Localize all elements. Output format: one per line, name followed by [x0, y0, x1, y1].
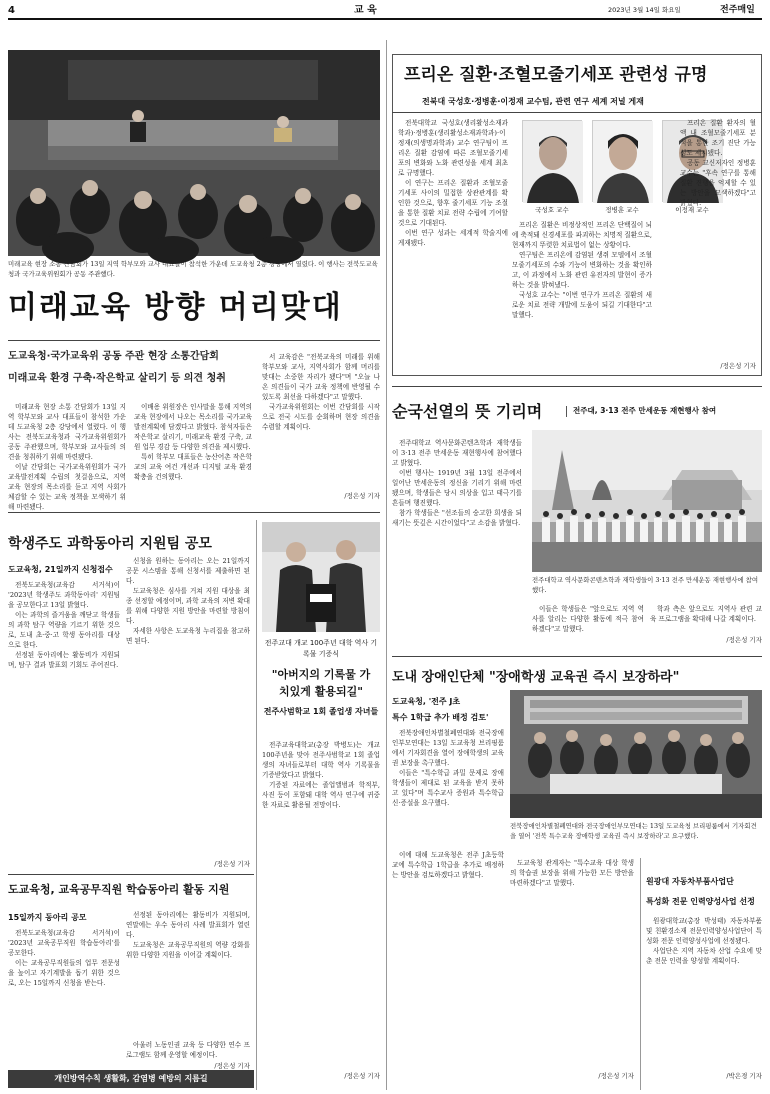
article4-byline: /정은성 기자 [214, 860, 250, 868]
article3-column-1 [392, 438, 522, 602]
article1-paragraph: 국가교육위원회는 이번 간담회를 시작으로 전국 시도를 순회하며 현장 의견을 수렴할 계획이다. [262, 403, 380, 431]
article2-column-3 [680, 118, 756, 358]
article7-byline: /정은성 기자 [214, 1062, 250, 1070]
article4-paragraph: 선정된 동아리에는 활동비가 지원되며, 탐구 결과 발표회 기회도 주어진다. [8, 651, 120, 669]
article6-paragraph: 도교육청 관계자는 "특수교육 대상 학생의 학습권 보장을 위해 가능한 모든 방안을 마련하겠다"고 말했다. [510, 859, 634, 887]
article1-paragraph: 이배용 위원장은 인사말을 통해 지역의 교육 현장에서 나오는 목소리를 국가교육발전계획에 담겠다고 밝혔다. 참석자들은 작은학교 살리기, 미래교육 환경 구축, 교원 업무 경감 등 다양한 의견을 제시했다. [134, 403, 252, 451]
article6-subhead-2: 특수 1학급 추가 배정 검토' [392, 713, 489, 722]
article8-column [646, 916, 762, 1066]
article2-headline: 프리온 질환·조혈모줄기세포 관련성 규명 [404, 65, 708, 85]
article4-paragraph: 이는 과학의 즐거움을 깨닫고 학생들의 과학 탐구 역량을 기르기 위한 것으로, 도내 초·중·고 학생 동아리를 대상으로 한다. [8, 611, 120, 649]
article3-top-rule [392, 386, 762, 387]
article3-headline: 순국선열의 뜻 기리며 [392, 402, 543, 421]
article4-column-1 [8, 580, 120, 860]
article2-paragraph: 연구팀은 프리온에 감염된 생쥐 모델에서 조혈모줄기세포의 수와 기능이 변화하는 것을 확인하고, 이 과정에서 노화 관련 유전자의 발현이 증가하는 것을 밝혀냈다. [512, 251, 652, 289]
press-conference-caption: 전북장애인차별철폐연대와 전국장애인부모연대는 13일 도교육청 브리핑룸에서 기자회견을 열어 '전북 특수교육 장애학생 교육권 즉시 보장하라'고 요구했다. [510, 822, 757, 840]
article4-paragraph: 전북도교육청(교육감 서거석)이 '2023년 학생주도 과학동아리' 지원팀을 공모한다고 13일 밝혔다. [8, 581, 120, 609]
article3-column-2 [532, 604, 644, 644]
header-rule [8, 18, 762, 20]
press-conference-photo [510, 690, 762, 818]
independence-event-photo [532, 430, 762, 572]
article1-column-1 [8, 402, 126, 511]
section-title: 교 육 [354, 5, 377, 16]
article7-top-rule [8, 874, 254, 875]
article6-paragraph: 전북장애인차별철폐연대와 전국장애인부모연대는 13일 도교육청 브리핑룸에서 기자회견을 열어 장애학생의 교육권 보장을 촉구했다. [392, 729, 504, 767]
article1-paragraph: 미래교육 현장 소통 간담회가 13일 지역 학부모와 교사 대표들이 참석한 가운데 도교육청 2층 강당에서 열렸다. 이 행사는 전북도교육청과 국가교육위원회가 공동 주관했으며, 학부모와 교사들의 의견을 청취하기 위해 마련됐다. [8, 403, 126, 461]
article2-subhead: 전북대 국성호·정병훈·이정재 교수팀, 관련 연구 세계 저널 게재 [422, 97, 644, 106]
page-header [8, 4, 762, 18]
article6-subhead-1: 도교육청, '전주 J초 [392, 697, 461, 706]
donation-subhead: 전주사범학교 1회 졸업생 자녀들 [263, 707, 379, 716]
article2-paragraph: 전북대학교 국성호(생리활성소재과학과)·정병훈(생리활성소재과학과)·이정재(의생명과학과) 교수 연구팀이 프리온 질환 감염에 따른 조혈모줄기세포의 변화와 노화 관련성을 세계 최초로 규명했다. [398, 119, 508, 177]
profile-photo-2 [592, 120, 652, 202]
article6-paragraph: 이에 대해 도교육청은 전주 J초등학교에 특수학급 1학급을 추가로 배정하는 방안을 검토하겠다고 밝혔다. [392, 851, 504, 879]
article1-paragraph: 서 교육감은 "전북교육의 미래를 위해 학부모와 교사, 지역사회가 함께 머리를 맞대는 소중한 자리가 됐다"며 "오늘 나온 의견들이 국가 교육 정책에 반영될 수 있도록 최선을 다하겠다"고 말했다. [262, 353, 380, 401]
article4-paragraph: 도교육청은 심사를 거쳐 지원 대상을 최종 선정할 예정이며, 과학 교육의 저변 확대를 위해 다양한 지원 방안을 마련할 방침이다. [126, 587, 250, 625]
article8-subhead: 특성화 전문 인력양성사업 선정 [646, 897, 755, 906]
forum-photo-caption: 미래교육 현장 소통 간담회가 13일 지역 학부모와 교사 대표들이 참석한 가운데 도교육청 2층 강당에서 열렸다. 이 행사는 전북도교육청과 국가교육위원회가 공동 주관했다. [8, 260, 378, 278]
column-divider [386, 40, 387, 1090]
article7-paragraph: 도교육청은 교육공무직원의 역량 강화를 위한 다양한 지원을 이어갈 계획이다. [126, 941, 250, 959]
article2-column-1 [398, 118, 508, 370]
article8-paragraph: 사업단은 지역 자동차 산업 수요에 맞춘 전문 인력을 양성할 계획이다. [646, 947, 762, 965]
article3-paragraph: 전주대학교 역사문화콘텐츠학과 재학생들이 3·13 전주 만세운동 재현행사에 참여했다고 밝혔다. [392, 439, 522, 467]
article1-headline-rule [8, 340, 380, 341]
article7-paragraph: 이는 교육공무직원들의 업무 전문성을 높이고 자기계발을 돕기 위한 것으로, 오는 15일까지 신청을 받는다. [8, 959, 120, 987]
article6-top-rule [392, 656, 762, 657]
article1-byline: /정은성 기자 [344, 492, 380, 500]
article5-paragraph: 기증된 자료에는 졸업앨범과 학적부, 사진 등이 포함돼 대학 역사 연구에 귀중한 자료로 활용될 전망이다. [262, 781, 380, 809]
article5-byline: /정은성 기자 [344, 1072, 380, 1080]
article3-paragraph: 참가 학생들은 "선조들의 숭고한 희생을 되새기는 뜻깊은 시간이었다"고 소감을 밝혔다. [392, 509, 522, 527]
article7-paragraph: 아울러 노동인권 교육 등 다양한 연수 프로그램도 함께 운영할 예정이다. [126, 1041, 250, 1059]
article6-column-1 [392, 850, 504, 1066]
donation-ceremony-photo [262, 522, 380, 632]
donation-caption: 전주교대 개교 100주년 대학 역사 기록물 기증식 [264, 639, 378, 658]
article1-column-3 [262, 352, 380, 488]
publish-date: 2023년 3월 14일 화요일 [608, 6, 681, 14]
article7-column-2 [126, 910, 250, 1050]
article1-subhead-2: 미래교육 환경 구축·작은학교 살리기 등 의견 청취 [8, 373, 226, 384]
profile-name-1: 국성호 교수 [535, 206, 569, 214]
article2-paragraph: 공동 교신저자인 정병훈 교수는 "후속 연구를 통해 질환 진행을 억제할 수 있는 방안을 모색하겠다"고 밝혔다. [680, 159, 756, 207]
article1-column-2 [134, 402, 252, 498]
article3-paragraph: 이번 행사는 1919년 3월 13일 전주에서 일어난 만세운동의 정신을 기리기 위해 마련됐으며, 학생들은 당시 의상을 입고 태극기를 흔들며 행진했다. [392, 469, 522, 507]
article3-byline: /정은성 기자 [726, 636, 762, 644]
article3-column-3 [650, 604, 762, 634]
article2-paragraph: 프리온 질환은 비정상적인 프리온 단백질이 뇌에 축적돼 신경세포를 파괴하는 치명적 질환으로, 현재까지 뚜렷한 치료법이 없는 상황이다. [512, 221, 652, 249]
article3-paragraph: 이들은 학생들은 "앞으로도 지역 역사를 알리는 다양한 활동에 적극 참여하겠다"고 말했다. [532, 605, 644, 633]
article4-top-rule [8, 512, 380, 513]
profile-photo-1 [522, 120, 582, 202]
article2-paragraph: 프리온 질환 환자의 혈액 내 조혈모줄기세포 분석을 통한 조기 진단 가능성도 제시됐다. [680, 119, 756, 157]
article5-column [262, 740, 380, 870]
article1-subhead-1: 도교육청·국가교육위 공동 주관 현장 소통간담회 [8, 351, 219, 362]
article7-column-3 [126, 1040, 250, 1060]
article7-column-1 [8, 928, 120, 1056]
article4-headline: 학생주도 과학동아리 지원팀 공모 [8, 536, 212, 552]
forum-photo [8, 50, 380, 256]
article6-column-0 [392, 728, 504, 846]
donation-pull-quote: "아버지의 기록물 가치있게 활용되길" [271, 668, 371, 698]
article8-headline: 원광대 자동차부품사업단 [646, 877, 734, 886]
article7-subhead: 15일까지 동아리 공모 [8, 913, 87, 922]
article8-paragraph: 원광대학교(총장 박성태) 자동차부품 및 친환경소재 전문인력양성사업단이 특성화 전문 인력양성사업에 선정됐다. [646, 917, 762, 945]
article4-paragraph: 자세한 사항은 도교육청 누리집을 참고하면 된다. [126, 627, 250, 645]
column-divider [256, 520, 257, 1090]
health-campaign-banner [8, 1070, 254, 1088]
article2-column-2 [512, 220, 652, 370]
column-divider [640, 858, 641, 1090]
article3-paragraph: 학과 측은 앞으로도 지역사 관련 교육 프로그램을 확대해 나갈 계획이다. [650, 605, 762, 623]
article2-paragraph: 국성호 교수는 "이번 연구가 프리온 질환의 새로운 치료 전략 개발에 도움이 되길 기대한다"고 말했다. [512, 291, 652, 319]
article2-byline: /정은성 기자 [720, 362, 756, 370]
article6-headline: 도내 장애인단체 "장애학생 교육권 즉시 보장하라" [392, 670, 680, 685]
article4-paragraph: 신청을 원하는 동아리는 오는 21일까지 공문 시스템을 통해 신청서를 제출하면 된다. [126, 557, 250, 585]
article8-byline: /박은경 기자 [726, 1072, 762, 1080]
article5-paragraph: 전주교육대학교(총장 박병도)는 개교 100주년을 맞아 전주사범학교 1회 졸업생의 자녀들로부터 대학 역사 기록물을 기증받았다고 밝혔다. [262, 741, 380, 779]
independence-photo-caption: 전주대학교 역사문화콘텐츠학과 재학생들이 3·13 전주 만세운동 재현행사에 참여했다. [532, 576, 758, 594]
banner-text: 개인방역수칙 생활화, 감염병 예방의 지름길 [54, 1074, 208, 1083]
page-number: 4 [8, 5, 15, 16]
article6-column-2 [510, 858, 634, 1064]
article1-headline: 미래교육 방향 머리맞대 [8, 290, 343, 325]
newspaper-name: 전주매일 [720, 5, 755, 15]
article7-paragraph: 전북도교육청(교육감 서거석)이 '2023년 교육공무직원 학습동아리'를 공모한다. [8, 929, 120, 957]
article6-byline: /정은성 기자 [598, 1072, 634, 1080]
article7-paragraph: 선정된 동아리에는 활동비가 지원되며, 연말에는 우수 동아리 사례 발표회가 열린다. [126, 911, 250, 939]
article2-rule [392, 112, 762, 113]
article4-column-2 [126, 556, 250, 856]
article1-paragraph: 이날 간담회는 국가교육위원회가 국가교육발전계획 수립의 첫걸음으로, 지역 교육 현장의 목소리를 듣고 지역 사회가 체감할 수 있는 교육 정책을 모색하기 위해 마련됐다. [8, 463, 126, 511]
article6-paragraph: 이들은 "특수학급 과밀 문제로 장애학생들이 제대로 된 교육을 받지 못하고 있다"며 특수교사 증원과 특수학급 신·증설을 요구했다. [392, 769, 504, 807]
article2-paragraph: 이번 연구 성과는 세계적 학술지에 게재됐다. [398, 229, 508, 247]
article2-paragraph: 이 연구는 프리온 질환과 조혈모줄기세포 사이의 밀접한 상관관계를 확인한 것으로, 향후 줄기세포 기능 조절을 통한 질환 치료 전략 수립에 기여할 것으로 기대된다. [398, 179, 508, 227]
profile-name-3: 이정재 교수 [675, 206, 709, 214]
article4-subhead: 도교육청, 21일까지 신청접수 [8, 565, 113, 574]
article7-headline: 도교육청, 교육공무직원 학습동아리 활동 지원 [8, 883, 230, 896]
article3-subhead: 전주대, 3·13 전주 만세운동 재현행사 참여 [566, 406, 716, 417]
profile-name-2: 정병훈 교수 [605, 206, 639, 214]
article1-paragraph: 특히 학부모 대표들은 농산어촌 작은학교의 교육 여건 개선과 디지털 교육 환경 확충을 건의했다. [134, 453, 252, 481]
